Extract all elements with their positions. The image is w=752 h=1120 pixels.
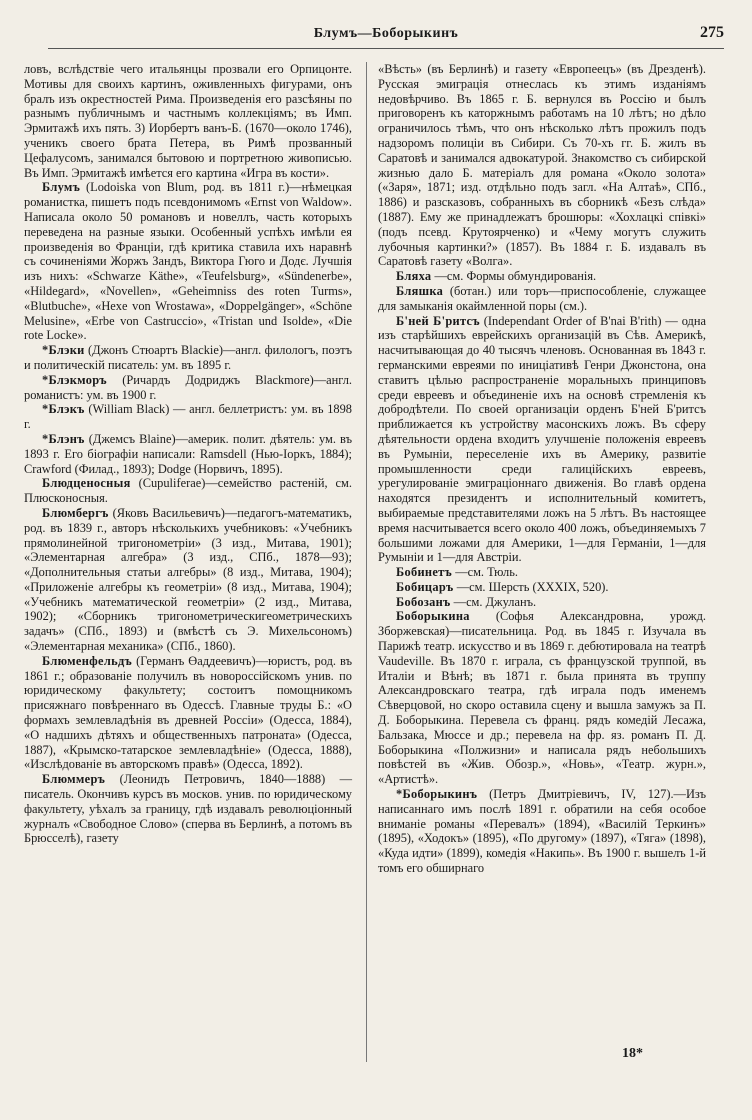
entry-headword: Бобицаръ [396, 579, 454, 594]
entry-text: (Джемсъ Blaine)—америк. полит. дѣятель: ум. въ 1893 г. Его біографіи написали: Ramsdell (Нью-Іоркъ, 1884); Crawford (Филад., 1893); Dodge (Норвичъ, 1895). [24, 431, 352, 476]
left-column [24, 62, 352, 846]
dictionary-entry [378, 269, 706, 284]
entry-text: (Петръ Дмитріевичъ, IV, 127).—Изъ написаннаго имъ послѣ 1891 г. обратили на себя особое вниманіе романы «Перевалъ» (1894), «Василій Теркинъ» (1895), «Ходокъ» (1895), «По другому» (1897), «Тяга» (1898), «Куда идти» (1899), комедія «Накипь». Въ 1900 г. вышелъ 1-й томъ его обширнаго [378, 787, 706, 876]
entry-text: —см. Шерсть (XXXIX, 520). [456, 579, 609, 594]
entry-text: ловъ, вслѣдствіе чего итальянцы прозвали его Орпицонте. Мотивы для своихъ картинъ, оживленныхъ фигурами, онъ бралъ изъ окрестностей Рима. Произведенія его разсѣяны по разнымъ публичнымъ и частнымъ коллекціямъ; въ Имп. Эрмитажѣ ихъ пять. 3) Иорбертъ ванъ-Б. (1670—около 1746), ученикъ своего брата Петера, въ Римѣ прозванный Цефалусомъ, занимался бытовою и портретною живописью. Въ Имп. Эрмитажѣ имѣется его картина «Игра въ кости». [24, 62, 352, 180]
entry-headword: Бляшка [396, 283, 444, 298]
dictionary-entry [378, 284, 706, 314]
entry-headword: Блюдценосныя [42, 476, 131, 491]
entry-headword: Блумъ [42, 180, 81, 195]
dictionary-entry [24, 506, 352, 654]
entry-headword: Бляха [396, 269, 432, 284]
entry-text: (Ричардъ Додриджъ Blackmore)—англ. романистъ: ум. въ 1900 г. [24, 372, 352, 402]
dictionary-entry [378, 565, 706, 580]
entry-text: (ботан.) или торъ—приспособленіе, служащее для замыканія окаймленной поры (см.). [378, 283, 706, 313]
signature-mark: 18* [622, 1046, 643, 1061]
entry-text: —см. Джуланъ. [453, 594, 537, 609]
page-number: 275 [700, 24, 724, 41]
dictionary-entry [24, 654, 352, 772]
running-head: Блумъ—Боборыкинъ [313, 26, 459, 41]
entry-text: (Independant Order of B'nai B'rith) — одна изъ старѣйшихъ еврейскихъ организацій въ Сѣв. Америкѣ, насчитывающая до 40 тысячъ членовъ. Основанная въ 1843 г. германскими евреями по иниціативѣ Генри Джонстона, она ставитъ цѣлью распространеніе моральныхъ принциповъ среди евреевъ и объединеніе ихъ на основѣ стремленія къ добродѣтели. По своей организаціи орденъ Б'ней Б'ритсъ приближается къ устройству масонскихъ ложъ. Въ сферу дѣятельности ордена входитъ улучшеніе положенія евреевъ въ Румыніи, переселеніе ихъ въ Америку, развитіе промышленности среди галиційскихъ евреевъ, урегулированіе эмиграціоннаго движенія. Во главѣ ордена находятся президентъ и исполнительный комитетъ, выбираемые представителями ложъ на 5 лѣтъ. Въ настоящее время насчитывается всего около 400 ложъ, объединяемыхъ 7 большими ложами для Америки, 1—для Германіи, 1—для Румыніи и 1—для Австріи. [378, 313, 706, 565]
dictionary-entry [24, 402, 352, 432]
dictionary-entry [24, 343, 352, 373]
entry-headword: *Боборыкинъ [396, 787, 478, 802]
dictionary-entry [24, 432, 352, 476]
dictionary-entry [378, 609, 706, 787]
entry-text: —см. Формы обмундированія. [434, 269, 597, 284]
dictionary-entry [378, 580, 706, 595]
entry-headword: Бобинетъ [396, 565, 453, 580]
entry-text: (Cupuliferae)—семейство растеній, см. Плюсконосныя. [24, 476, 352, 506]
entry-text: «Вѣсть» (въ Берлинѣ) и газету «Европеецъ» (въ Дрезденѣ). Русская эмиграція отнеслась къ этимъ изданіямъ недовѣрчиво. Въ 1865 г. Б. вернулся въ Россію и былъ приговоренъ къ каторжнымъ работамъ на 10 лѣтъ; но дѣло ограничилось тѣмъ, что онъ нѣсколько лѣтъ прожилъ подъ надзоромъ полиціи въ Сибири. Съ 70-хъ гг. Б. жилъ въ Саратовѣ и занимался адвокатурой. Знакомство съ сибирской жизнью дало Б. матеріалъ для романа «Около золота» («Заря», 1871; изд. отдѣльно подъ загл. «На Алтаѣ», СПб., 1886) и разсказовъ, собранныхъ въ сборникѣ «Безъ слѣда» (1887). Ему же принадлежатъ брошюры: «Хохлацкі співкі» (подъ псевд. Крутоярченко) и «Чему могутъ служить лубочныя картинки?» (1857). Въ 1884 г. Б. издавалъ въ Саратовѣ газету «Волга». [378, 62, 706, 269]
entry-headword: Блюменфельдъ [42, 653, 133, 668]
entry-text: (Леонидъ Петровичъ, 1840—1888) — писатель. Окончивъ курсъ въ москов. унив. по юридическому факультету, уѣхалъ за границу, гдѣ издавалъ революціонный журналъ «Свободное Слово» (сперва въ Берлинѣ, а потомъ въ Брюсселѣ), газету [24, 772, 352, 846]
entry-text: (William Black) — англ. беллетристъ: ум. въ 1898 г. [24, 402, 352, 432]
entry-headword: *Блэкморъ [42, 372, 107, 387]
dictionary-entry [24, 772, 352, 846]
dictionary-entry [24, 373, 352, 403]
dictionary-entry [378, 787, 706, 876]
dictionary-entry [378, 314, 706, 566]
entry-text: (Германъ Өаддеевичъ)—юристъ, род. въ 1861 г.; образованіе получилъ въ новороссійскомъ унив. по юридическому факультету; состоитъ помощникомъ присяжнаго повѣреннаго въ Одессѣ. Главные труды Б.: «О формахъ землевладѣнія въ древней Россіи» (Одесса, 1884), «О надшихъ дѣтяхъ и общественныхъ патроната» (Одесса, 1887), «Крымско-татарское землевладѣніе» (Одесса, 1888), «Изслѣдованіе въ авторскомъ правѣ» (Одесса, 1892). [24, 653, 352, 772]
entry-headword: Блюммеръ [42, 772, 106, 787]
entry-text: —см. Тюль. [455, 565, 518, 580]
entry-headword: *Блэнъ [42, 431, 85, 446]
dictionary-entry [378, 595, 706, 610]
entry-headword: Боборыкина [396, 609, 470, 624]
entry-text: (Софья Александровна, урожд. Зборжевская)—писательница. Род. въ 1845 г. Изучала въ Парижѣ театр. искусство и въ 1869 г. дебютировала на театрѣ Vaudeville. Въ 1870 г. играла, съ французской труппой, въ Италіи и Вѣнѣ; въ 1871 г. была принята въ труппу Александровскаго театра, гдѣ играла подъ именемъ Сѣверцовой, но скоро оставила сцену и вышла замужъ за П. Д. Боборыкина. Перевела съ франц. рядъ комедій Лесажа, Бальзака, Мюссе и др.; перевела на фр. яз. романъ П. Д. Боборыкина «Полжизни» и написала рядъ небольшихъ повѣстей въ «Жив. Обозр.», «Новь», «Театр. журн.», «Артистѣ». [378, 609, 706, 787]
entry-headword: Блюмбергъ [42, 505, 109, 520]
entry-text: (Джонъ Стюартъ Blackie)—англ. филологъ, поэтъ и политическій писатель: ум. въ 1895 г. [24, 343, 352, 372]
dictionary-entry [24, 476, 352, 506]
entry-headword: Бобозанъ [396, 594, 451, 609]
page-header [48, 22, 724, 49]
entry-headword: *Блэки [42, 343, 85, 358]
entry-text: (Яковъ Васильевичъ)—педагогъ-математикъ, род. въ 1839 г., авторъ нѣсколькихъ учебниковъ: «Учебникъ прямолинейной тригонометріи» (3 изд., Митава, 1901); «Элементарная алгебра» (3 изд., СПб., 1878—93); «Дополнительныя статьи алгебры» (8 изд., Митава, 1904); «Приложеніе алгебры къ геометріи» (8 изд., Митава, 1904); «Учебникъ математической геометріи» (2 изд., Митава, 1902); «Сборникъ тригонометрическигеометрическихъ задачъ» (СПб., 1893) и (вмѣстѣ съ Э. Михельсономъ) «Элементарная механика» (СПб., 1860). [24, 505, 352, 654]
column-divider [366, 62, 367, 1062]
entry-headword: *Блэкъ [42, 402, 85, 417]
entry-text: (Lodoiska von Blum, род. въ 1811 г.)—нѣмецкая романистка, пишетъ подъ псевдонимомъ «Ernst von Waldow». Написала около 50 романовъ и новеллъ, часть которыхъ переведена на разные языки. Особенный успѣхъ имѣли ея произведенія во Франціи, гдѣ критика ставила ихъ наравнѣ съ сочиненіями Жоржъ Зандъ, Виктора Гюго и Додє. Лучшія изъ нихъ: «Schwarze Käthe», «Teufelsburg», «Sündenerbe», «Hildegard», «Novellen», «Geheimniss des roten Turms», «Blutbuche», «Hexe von Wrostawa», «Doppelgänger», «Schöne Melusine», «Erbe von Castruccio», «Tristan und Isolde», «Die rote Locke». [24, 180, 352, 343]
continued-paragraph [24, 62, 352, 180]
dictionary-entry [24, 180, 352, 343]
entry-headword: Б'ней Б'ритсъ [396, 313, 480, 328]
right-column [378, 62, 706, 876]
continued-paragraph [378, 62, 706, 269]
